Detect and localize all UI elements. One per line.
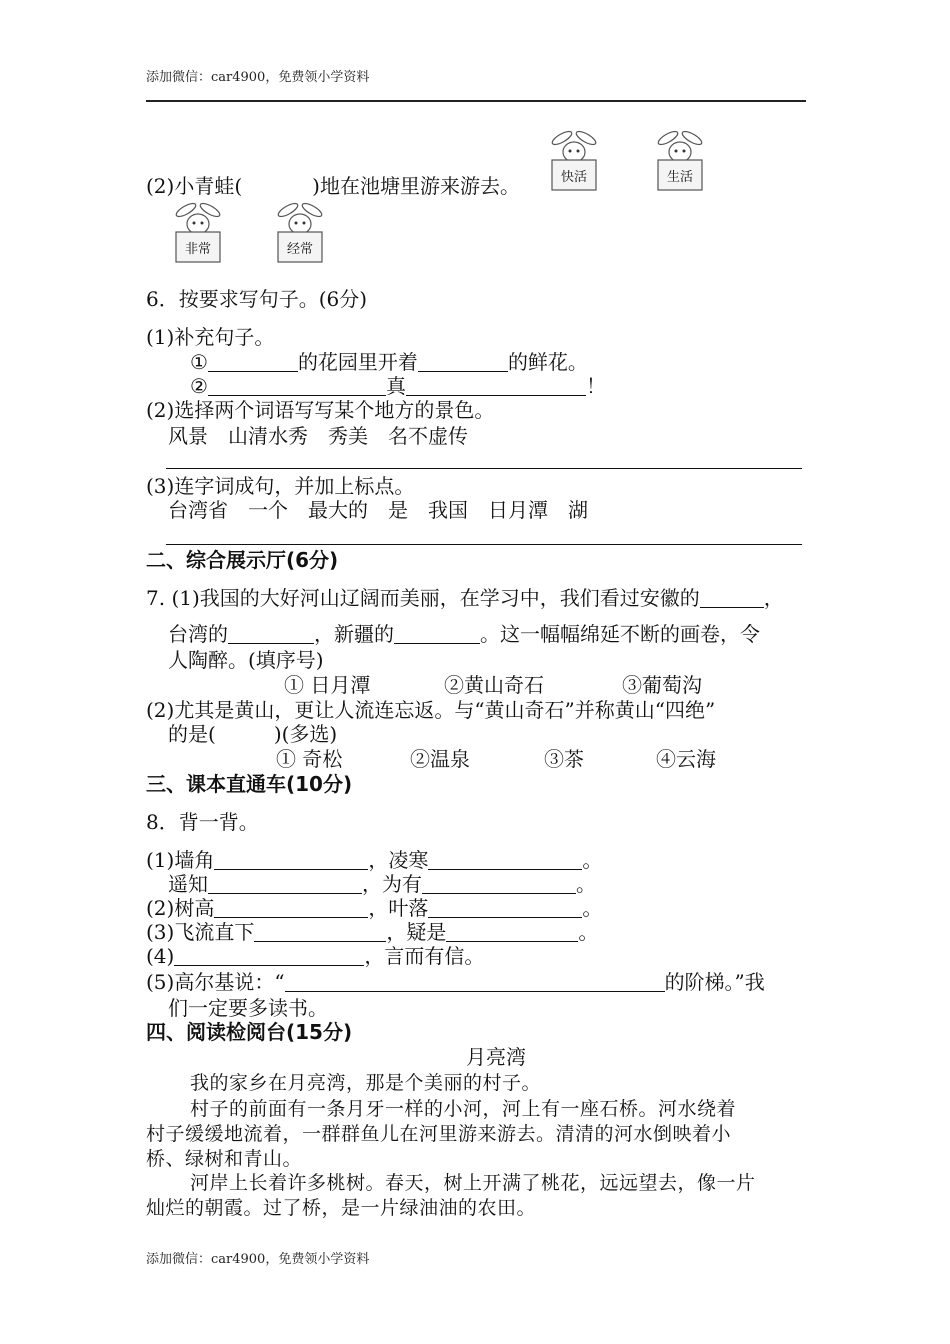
q7-line1-text: 7. (1)我国的大好河山辽阔而美丽，在学习中，我们看过安徽的 xyxy=(146,586,700,610)
answer-line[interactable] xyxy=(166,468,802,469)
blank[interactable] xyxy=(428,897,582,918)
rabbit-card-label: 生活 xyxy=(666,170,693,185)
q7-line1-end: ， xyxy=(763,586,784,610)
q8-line1 xyxy=(146,848,602,872)
q8-line3 xyxy=(146,896,602,920)
q8-l3-b: ，叶落 xyxy=(368,896,429,920)
q8-l5-b: ，言而有信。 xyxy=(364,944,485,968)
page-header: 添加微信：car4900，免费领小学资料 xyxy=(146,70,370,85)
q7-s2-line1: (2)尤其是黄山，更让人流连忘返。与“黄山奇石”并称黄山“四绝” xyxy=(146,698,716,722)
blank[interactable] xyxy=(174,945,364,966)
q6-s1-title: (1)补充句子。 xyxy=(146,325,275,349)
page-footer: 添加微信：car4900，免费领小学资料 xyxy=(146,1252,370,1267)
reading-p1: 我的家乡在月亮湾，那是个美丽的村子。 xyxy=(190,1072,542,1094)
q7-opt2-3: ③茶 xyxy=(544,747,584,771)
q8-line6 xyxy=(146,970,765,994)
q8-line5 xyxy=(146,944,484,968)
rabbit-card-kuaihuo[interactable] xyxy=(546,126,602,194)
blank[interactable] xyxy=(254,921,386,942)
q7-opt2-4: ④云海 xyxy=(656,747,716,771)
blank[interactable] xyxy=(446,921,578,942)
blank[interactable] xyxy=(394,623,480,644)
q7-s2-post: )(多选) xyxy=(273,722,338,746)
q8-l3-c: 。 xyxy=(582,896,603,920)
blank[interactable] xyxy=(214,897,368,918)
q8-l6-b: 的阶梯。”我 xyxy=(664,970,765,994)
section2-title: 二、综合展示厅(6分) xyxy=(146,548,339,572)
blank[interactable] xyxy=(208,375,386,396)
q8-title: 8．背一背。 xyxy=(146,810,259,834)
q8-l4-b: ，疑是 xyxy=(386,920,447,944)
q7-opt-2: ②黄山奇石 xyxy=(444,673,544,697)
q5-item2 xyxy=(146,174,520,198)
q8-l6-a: (5)高尔基说：“ xyxy=(146,970,285,994)
blank[interactable] xyxy=(214,849,368,870)
blank[interactable] xyxy=(418,351,508,372)
q5-item2-post: )地在池塘里游来游去。 xyxy=(312,174,520,198)
rabbit-card-shenghuo[interactable] xyxy=(652,126,708,194)
q8-l1-a: (1)墙角 xyxy=(146,848,215,872)
q7-line3: 人陶醉。(填序号) xyxy=(168,648,324,672)
rabbit-card-label: 快活 xyxy=(560,170,587,185)
q7-opt-1: ① 日月潭 xyxy=(284,673,371,697)
q7-line2 xyxy=(168,622,760,646)
q6-s3-title: (3)连字词成句，并加上标点。 xyxy=(146,474,415,498)
blank[interactable] xyxy=(406,375,586,396)
q6-s1-a xyxy=(190,350,588,374)
q6-s1-b-mid: 真 xyxy=(385,374,406,398)
blank[interactable] xyxy=(428,849,582,870)
reading-p3-line2: 灿烂的朝霞。过了桥，是一片绿油油的农田。 xyxy=(146,1197,537,1219)
blank[interactable] xyxy=(422,873,576,894)
q8-line7: 们一定要多读书。 xyxy=(168,996,328,1020)
answer-line[interactable] xyxy=(166,544,802,545)
blank[interactable] xyxy=(285,971,665,992)
rabbit-card-feichang[interactable] xyxy=(170,198,226,266)
blank[interactable] xyxy=(208,873,362,894)
section4-title: 四、阅读检阅台(15分) xyxy=(146,1020,353,1044)
q7-line1 xyxy=(146,586,784,610)
q8-l2-b: ，为有 xyxy=(362,872,422,896)
q6-s1-a-end: 的鲜花。 xyxy=(507,350,588,374)
q6-s1-b-num: ② xyxy=(190,374,208,398)
q8-l2-a: 遥知 xyxy=(168,872,208,896)
blank[interactable] xyxy=(228,623,314,644)
q8-l4-c: 。 xyxy=(578,920,599,944)
q6-s1-b-end: ！ xyxy=(585,374,606,398)
reading-p2-line1: 村子的前面有一条月牙一样的小河，河上有一座石桥。河水绕着 xyxy=(190,1098,737,1120)
header-divider xyxy=(146,100,806,102)
q8-l1-c: 。 xyxy=(582,848,603,872)
rabbit-card-label: 非常 xyxy=(184,242,211,257)
q7-line2-a: 台湾的 xyxy=(168,622,228,646)
q8-l1-b: ，凌寒 xyxy=(368,848,429,872)
rabbit-card-label: 经常 xyxy=(286,242,313,257)
section3-title: 三、课本直通车(10分) xyxy=(146,772,353,796)
blank[interactable] xyxy=(208,351,298,372)
reading-p3-line1: 河岸上长着许多桃树。春天，树上开满了桃花，远远望去，像一片 xyxy=(190,1172,756,1194)
q6-s1-a-mid: 的花园里开着 xyxy=(297,350,418,374)
q7-line2-c: 。这一幅幅绵延不断的画卷，令 xyxy=(480,622,760,646)
reading-title: 月亮湾 xyxy=(466,1045,526,1069)
blank[interactable] xyxy=(700,587,764,608)
q6-title: 6．按要求写句子。(6分) xyxy=(146,287,368,311)
q8-l3-a: (2)树高 xyxy=(146,896,215,920)
q6-s1-b xyxy=(190,374,606,398)
q6-s2-words: 风景 山清水秀 秀美 名不虚传 xyxy=(168,424,468,448)
q7-s2-line2 xyxy=(168,722,337,746)
q7-opt2-2: ②温泉 xyxy=(410,747,470,771)
q8-line2 xyxy=(168,872,596,896)
q8-line4 xyxy=(146,920,598,944)
q7-line2-b: ，新疆的 xyxy=(314,622,394,646)
rabbit-card-jingchang[interactable] xyxy=(272,198,328,266)
reading-p2-line3: 桥、绿树和青山。 xyxy=(146,1148,303,1170)
q5-item2-pre: (2)小青蛙( xyxy=(146,174,243,198)
q7-opt-3: ③葡萄沟 xyxy=(622,673,702,697)
q8-l4-a: (3)飞流直下 xyxy=(146,920,255,944)
q6-s1-a-num: ① xyxy=(190,350,208,374)
q8-l5-a: (4) xyxy=(146,944,175,968)
q7-opt2-1: ① 奇松 xyxy=(276,747,343,771)
q6-s2-title: (2)选择两个词语写写某个地方的景色。 xyxy=(146,398,495,422)
q8-l2-c: 。 xyxy=(576,872,596,896)
q6-s3-words: 台湾省 一个 最大的 是 我国 日月潭 湖 xyxy=(168,498,588,522)
reading-p2-line2: 村子缓缓地流着，一群群鱼儿在河里游来游去。清清的河水倒映着小 xyxy=(146,1123,732,1145)
q7-s2-pre: 的是( xyxy=(168,722,216,746)
